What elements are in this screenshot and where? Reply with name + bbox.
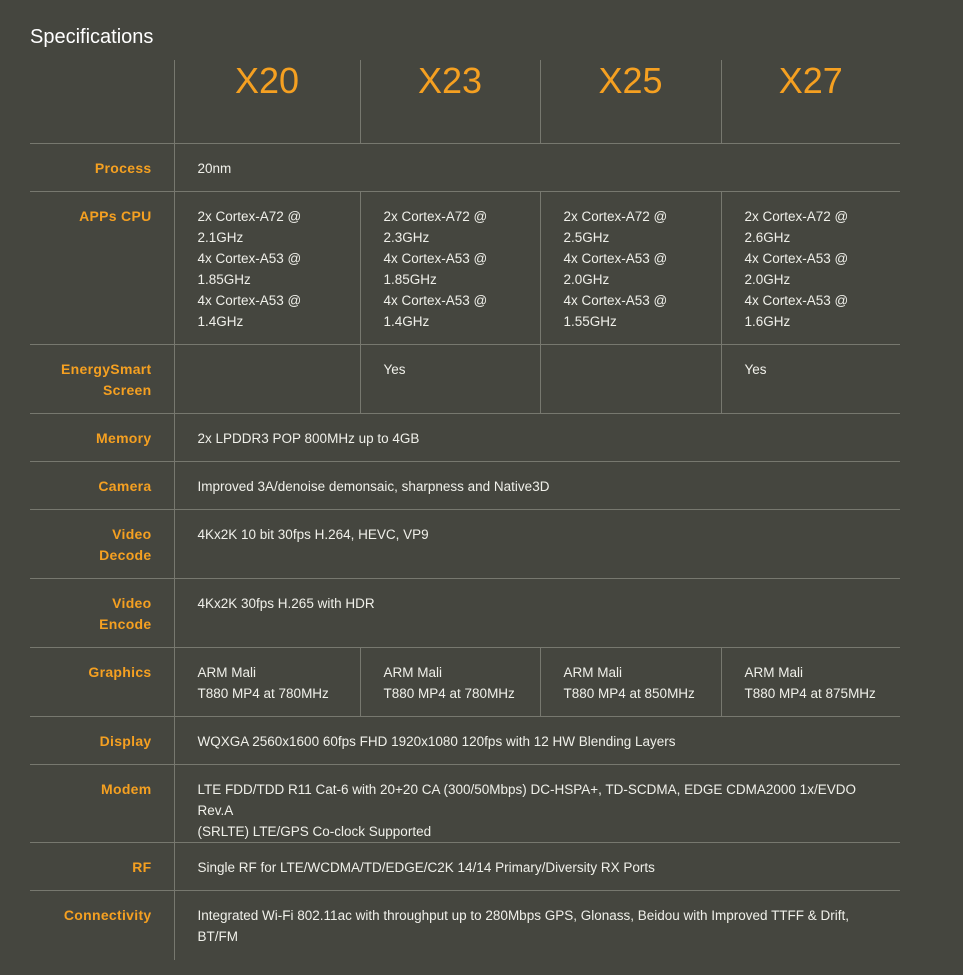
- spec-label: [30, 891, 174, 960]
- spec-value-x25: [540, 648, 721, 717]
- spec-label-line: Modem: [101, 781, 152, 797]
- spec-value-line: T880 MP4 at 850MHz: [563, 686, 695, 701]
- spec-value-line: 4x Cortex-A53 @: [744, 251, 849, 266]
- model-header-x25: X25: [540, 60, 721, 144]
- spec-value-x20: [174, 648, 360, 717]
- spec-label-line: Graphics: [88, 664, 152, 680]
- spec-row-energysmart-screen: [30, 345, 900, 414]
- spec-value-all: [174, 510, 900, 579]
- spec-value-line: T880 MP4 at 875MHz: [744, 686, 876, 701]
- spec-label-line: RF: [132, 859, 152, 875]
- spec-value-line: 2.5GHz: [563, 230, 610, 245]
- spec-label: [30, 462, 174, 510]
- spec-value-line: 2.0GHz: [563, 272, 610, 287]
- spec-label: [30, 510, 174, 579]
- spec-value-line: Yes: [744, 362, 767, 377]
- spec-value-x20: [174, 345, 360, 414]
- spec-label-line: Encode: [99, 616, 152, 632]
- spec-value-all: [174, 462, 900, 510]
- spec-value-line: (SRLTE) LTE/GPS Co-clock Supported: [197, 824, 432, 839]
- spec-label: [30, 192, 174, 345]
- spec-label: [30, 765, 174, 843]
- spec-value-line: 2.1GHz: [197, 230, 244, 245]
- spec-value-line: 4x Cortex-A53 @: [383, 251, 488, 266]
- spec-label-line: Video: [112, 595, 152, 611]
- spec-label-line: Process: [94, 160, 152, 176]
- spec-value-x27: [721, 192, 900, 345]
- spec-value-line: WQXGA 2560x1600 60fps FHD 1920x1080 120fps with 12 HW Blending Layers: [197, 734, 676, 749]
- spec-value-line: ARM Mali: [744, 665, 804, 680]
- spec-row-rf: [30, 843, 900, 891]
- spec-label-line: Screen: [103, 382, 152, 398]
- spec-row-graphics: [30, 648, 900, 717]
- spec-label: [30, 648, 174, 717]
- header-corner: [30, 60, 174, 144]
- spec-value-line: 4x Cortex-A53 @: [197, 293, 302, 308]
- spec-value-line: 2x Cortex-A72 @: [383, 209, 488, 224]
- spec-value-all: [174, 891, 900, 960]
- spec-label: [30, 345, 174, 414]
- spec-value-line: 1.4GHz: [383, 314, 430, 329]
- spec-value-line: 2.0GHz: [744, 272, 791, 287]
- spec-value-line: Yes: [383, 362, 406, 377]
- spec-row-modem: [30, 765, 900, 843]
- spec-label-line: EnergySmart: [61, 361, 152, 377]
- spec-value-all: [174, 579, 900, 648]
- model-header-x23: X23: [360, 60, 540, 144]
- spec-value-line: 1.4GHz: [197, 314, 244, 329]
- spec-value-line: 2x Cortex-A72 @: [744, 209, 849, 224]
- spec-row-camera: [30, 462, 900, 510]
- spec-value-line: 2.6GHz: [744, 230, 791, 245]
- spec-value-line: 20nm: [197, 161, 232, 176]
- spec-value-line: 4Kx2K 30fps H.265 with HDR: [197, 596, 375, 611]
- spec-value-line: 4x Cortex-A53 @: [383, 293, 488, 308]
- spec-value-x23: [360, 345, 540, 414]
- spec-label: [30, 579, 174, 648]
- spec-row-video-decode: [30, 510, 900, 579]
- spec-label-line: Connectivity: [63, 907, 152, 923]
- spec-row-display: [30, 717, 900, 765]
- spec-value-line: 1.85GHz: [197, 272, 251, 287]
- model-header-x20: X20: [174, 60, 360, 144]
- specifications-table: [30, 60, 900, 960]
- spec-value-all: [174, 414, 900, 462]
- spec-value-x20: [174, 192, 360, 345]
- spec-value-line: ARM Mali: [383, 665, 443, 680]
- spec-value-x25: [540, 192, 721, 345]
- spec-value-line: 4x Cortex-A53 @: [744, 293, 849, 308]
- spec-label-line: Memory: [96, 430, 152, 446]
- spec-value-x23: [360, 192, 540, 345]
- spec-value-x23: [360, 648, 540, 717]
- spec-value-line: Integrated Wi-Fi 802.11ac with throughput up to 280Mbps GPS, Glonass, Beidou with Improved TTFF & Drift,: [197, 908, 850, 923]
- spec-row-process: [30, 144, 900, 192]
- spec-label-line: Video: [112, 526, 152, 542]
- spec-value-line: BT/FM: [197, 929, 238, 944]
- model-header-row: [30, 60, 900, 144]
- spec-value-line: 4x Cortex-A53 @: [563, 293, 668, 308]
- spec-label: [30, 144, 174, 192]
- spec-label-line: Camera: [98, 478, 152, 494]
- spec-value-line: 4Kx2K 10 bit 30fps H.264, HEVC, VP9: [197, 527, 429, 542]
- spec-value-line: 1.85GHz: [383, 272, 437, 287]
- spec-value-line: ARM Mali: [563, 665, 623, 680]
- spec-value-all: [174, 765, 900, 843]
- spec-value-x25: [540, 345, 721, 414]
- spec-value-line: 1.55GHz: [563, 314, 617, 329]
- spec-value-line: 1.6GHz: [744, 314, 791, 329]
- spec-value-x27: [721, 648, 900, 717]
- spec-value-line: T880 MP4 at 780MHz: [197, 686, 329, 701]
- spec-row-apps-cpu: [30, 192, 900, 345]
- spec-value-line: 2x LPDDR3 POP 800MHz up to 4GB: [197, 431, 420, 446]
- spec-label-line: APPs CPU: [79, 208, 152, 224]
- spec-label-line: Display: [99, 733, 152, 749]
- spec-row-video-encode: [30, 579, 900, 648]
- spec-label: [30, 717, 174, 765]
- spec-value-line: LTE FDD/TDD R11 Cat-6 with 20+20 CA (300/50Mbps) DC-HSPA+, TD-SCDMA, EDGE CDMA2000 1x/EVDO Rev.A: [197, 782, 856, 818]
- spec-value-line: Improved 3A/denoise demonsaic, sharpness and Native3D: [197, 479, 550, 494]
- spec-value-x27: [721, 345, 900, 414]
- spec-row-memory: [30, 414, 900, 462]
- spec-label-line: Decode: [99, 547, 152, 563]
- spec-value-line: 2.3GHz: [383, 230, 430, 245]
- model-header-x27: X27: [721, 60, 900, 144]
- spec-label: [30, 843, 174, 891]
- page-title: Specifications: [30, 26, 154, 48]
- spec-value-line: ARM Mali: [197, 665, 257, 680]
- spec-value-line: 2x Cortex-A72 @: [197, 209, 302, 224]
- spec-label: [30, 414, 174, 462]
- spec-value-all: [174, 843, 900, 891]
- spec-value-line: T880 MP4 at 780MHz: [383, 686, 515, 701]
- spec-value-line: 4x Cortex-A53 @: [197, 251, 302, 266]
- spec-value-line: Single RF for LTE/WCDMA/TD/EDGE/C2K 14/14 Primary/Diversity RX Ports: [197, 860, 655, 875]
- spec-value-line: 2x Cortex-A72 @: [563, 209, 668, 224]
- spec-row-connectivity: [30, 891, 900, 960]
- spec-value-all: [174, 144, 900, 192]
- spec-value-all: [174, 717, 900, 765]
- spec-value-line: 4x Cortex-A53 @: [563, 251, 668, 266]
